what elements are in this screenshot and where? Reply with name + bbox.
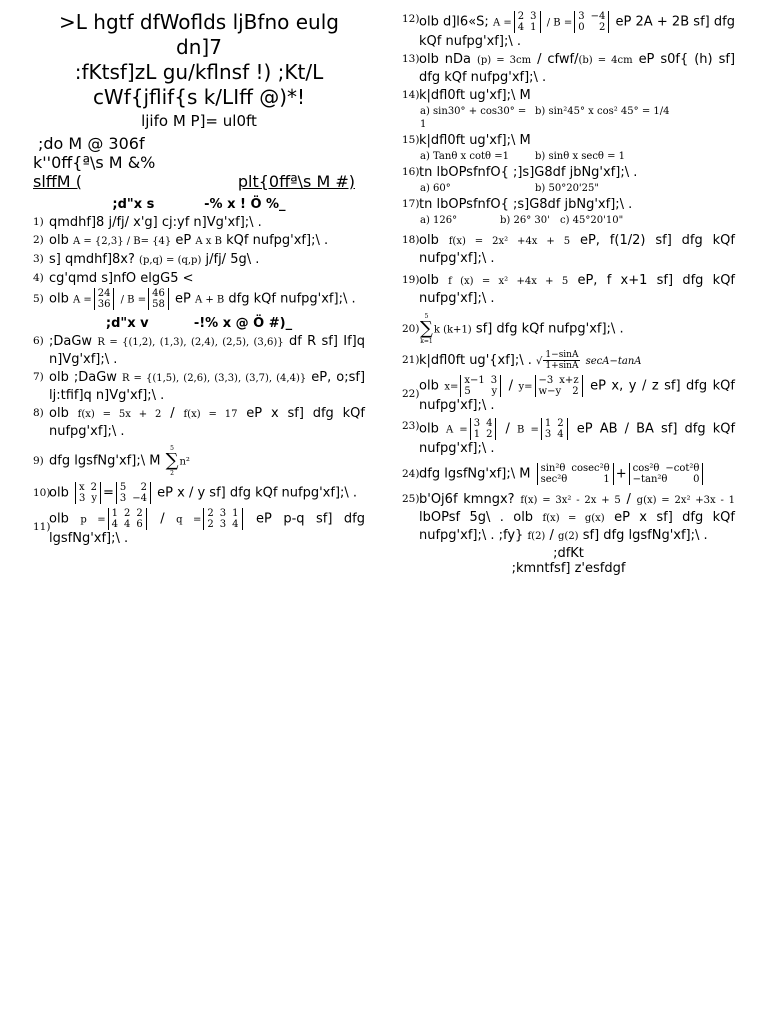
question-8: 8) olb f(x) = 5x + 2 / f(x) = 17 eP x sf] dfg kQf nufpg'xf];\ . [33,406,365,439]
matrix-b: 46 58 [148,288,169,310]
question-16-options: a) 60° b) 50°20'25" [420,183,600,194]
question-15-options: a) Tanθ x cotθ =1 b) sinθ x secθ = 1 [420,151,626,162]
question-14-options: a) sin30° + cos30° = 1 b) sin²45° x cos² 45° = 1/4 [420,106,670,130]
sigma-symbol: 5 ∑ 2 [165,445,179,477]
question-14: 14) k|dfl0ft ug'xf];\ M [402,88,531,103]
question-7: 7) olb ;DaGw R = {(1,5), (2,6), (3,3), (3,7), (4,4)} eP, o;sf] lj:tfif]q n]Vg'xf];\ . [33,370,366,403]
sigma-symbol: 5 ∑ k=1 [420,313,433,345]
question-22: 22) olb x= x−1 3 5 y / y= −3 x+z w−y 2 eP x, y / z sf] dfg kQf nufpg'xf];\ . [402,375,735,413]
question-23: 23) olb A = 3 4 1 2 / B = 1 2 3 4 eP AB / BA sf] dfg kQf nufpg'xf];\ . [402,418,736,456]
question-3: 3) s] qmdhf]8x? (p,q) = (q,p) j/fj/ 5g\ . [33,252,260,267]
matrix-y: 5 2 3 −4 [116,482,151,504]
question-13: 13) olb nDa (p) = 3cm / cfwf/(b) = 4cm eP s0f{ (h) sf] dfg kQf nufpg'xf];\ . [402,52,736,85]
section-a-heading: ;d"x s -% x ! Ö %_ [112,197,286,212]
subject-line: ljifo M P]= ul0ft [141,112,257,130]
question-4: 4) cg'qmd s]nfO elgG5 < [33,271,194,286]
good-luck-message: ;kmntfsf] z'esfdgf [511,561,626,576]
question-1: 1) qmdhf]8 j/fj/ x'g] cj:yf n]Vg'xf];\ . [33,215,262,230]
matrix-x: x 2 3 y [75,482,101,504]
question-25: 25) b'Oj6f kmngx? f(x) = 3x² - 2x + 5 / g(x) = 2x² +3x - 1 lbOPsf 5g\ . olb f(x) = g(x) eP x sf] dfg kQf nufpg'xf];\ . ;fy} f(2) / g(2) sf] dfg lgsfNg'xf];\ . [402,492,736,543]
school-title: >L hgtf dfWoflds ljBfno eulg dn]7 :fKtsf]zL gu/kflnsf !) ;Kt/L cWf{jflif{s k/LIff @)*! [59,10,339,109]
question-6: 6) ;DaGw R = {(1,2), (1,3), (2,4), (2,5), (3,6)} df R sf] If]q n]Vg'xf];\ . [33,334,365,367]
matrix-q: 2 3 1 2 3 4 [203,508,242,530]
question-15: 15) k|dfl0ft ug'xf];\ M [402,133,531,148]
question-10: 10) olb x 2 3 y = 5 2 3 −4 eP x / y sf] dfg kQf nufpg'xf];\ . [33,482,358,504]
section-b-heading: ;d"x v -!% x @ Ö #)_ [105,316,293,331]
time-line: ;do M @ 306f [38,134,145,153]
question-24: 24) dfg lgsfNg'xf];\ M sin²θ cosec²θ sec²θ 1 + cos²θ −cot²θ −tan²θ 0 [402,463,735,485]
question-18: 18) olb f(x) = 2x² +4x + 5 eP, f(1/2) sf] dfg kQf nufpg'xf];\ . [402,233,735,266]
question-16: 16) tn lbOPsfnfO{ ;]s]G8df jbNg'xf];\ . [402,165,638,180]
question-20: 20) 5 ∑ k=1 k (k+1) sf] dfg kQf nufpg'xf];\ . [402,313,624,345]
question-2: 2) olb A = {2,3} / B= {4} eP A x B kQf nufpg'xf];\ . [33,233,329,248]
fraction: $\frac{1-\sin A}{1+\sin A}$ [545,350,579,371]
end-marker: ;dfKt [553,546,584,561]
question-17-options: a) 126° b) 26° 30' c) 45°20'10" [420,215,624,226]
question-21: 21) k|dfl0ft ug'{xf];\ . √ $\frac{1-\sin A}{1+\sin A}$ secA−tanA [402,350,642,371]
matrix-a: 24 36 [94,288,115,310]
question-12: 12) olb d]l6«S; A = 2 3 4 1 / B = 3 −4 0 2 eP 2A + 2B sf] dfg kQf nufpg'xf];\ . [402,11,735,49]
full-marks-line: k''0ff{ª\s M &% [33,153,156,172]
right-column [402,10,735,576]
class-pass-line: slffM ( plt{0ffª\s M #) [33,172,355,191]
question-9: 9) dfg lgsfNg'xf];\ M 5 ∑ 2 n² [33,445,190,477]
left-column [33,10,365,551]
question-17: 17) tn lbOPsfnfO{ ;s]G8df jbNg'xf];\ . [402,197,633,212]
question-19: 19) olb f (x) = x² +4x + 5 eP, f x+1 sf] dfg kQf nufpg'xf];\ . [402,273,736,306]
matrix-p: 1 2 2 4 4 6 [108,508,147,530]
question-11: 11) olb p = 1 2 2 4 4 6 / q = 2 3 1 2 3 4 eP p-q sf] dfg lgsfNg'xf];\ . [33,508,365,546]
question-5: 5) olb A = 24 36 / B = 46 58 eP A + B dfg kQf nufpg'xf];\ . [33,288,356,310]
